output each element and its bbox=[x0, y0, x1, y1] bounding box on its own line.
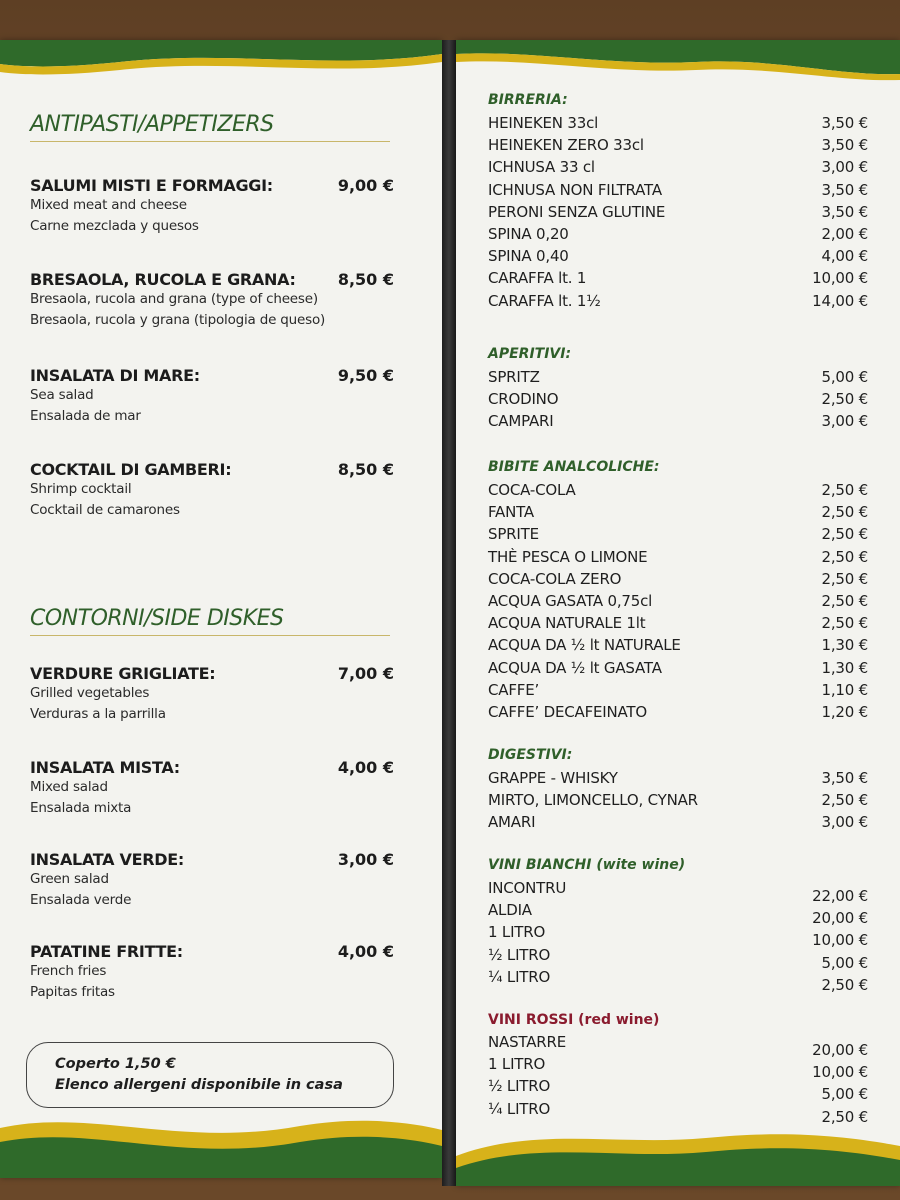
category-digestivi bbox=[488, 747, 572, 763]
antipasti-heading: ANTIPASTI/APPETIZERS bbox=[30, 112, 390, 142]
item-name: BRESAOLA, RUCOLA E GRANA: bbox=[30, 270, 296, 289]
category-birreria bbox=[488, 92, 568, 108]
drink-row bbox=[488, 570, 868, 592]
right-menu-page bbox=[456, 40, 900, 1186]
drink-price: 4,00 € bbox=[821, 247, 868, 266]
contorni-heading: CONTORNI/SIDE DISKES bbox=[30, 606, 390, 636]
drink-price: 14,00 € bbox=[812, 291, 868, 310]
drink-row bbox=[488, 592, 868, 614]
item-desc-es: Cocktail de camarones bbox=[30, 502, 180, 518]
item-name: INSALATA VERDE: bbox=[30, 850, 184, 869]
item-price: 9,00 € bbox=[337, 176, 394, 195]
drink-price: 2,50 € bbox=[821, 569, 868, 588]
top-wave-decoration bbox=[0, 40, 442, 90]
drink-name: SPINA 0,40 bbox=[488, 247, 569, 266]
drink-price: 2,50 € bbox=[821, 547, 868, 566]
menu-item-insalata-verde bbox=[30, 850, 400, 911]
drink-row bbox=[488, 548, 868, 570]
drink-name: FANTA bbox=[488, 503, 534, 522]
category-title: BIBITE ANALCOLICHE: bbox=[488, 459, 660, 475]
drink-price: 2,00 € bbox=[821, 225, 868, 243]
drink-price: 3,50 € bbox=[821, 114, 868, 132]
drink-name: COCA-COLA bbox=[488, 481, 576, 499]
drink-row bbox=[488, 203, 868, 225]
drink-row bbox=[488, 247, 868, 269]
drink-row bbox=[488, 923, 868, 950]
drink-row bbox=[488, 136, 868, 158]
item-desc-en: Mixed meat and cheese bbox=[30, 197, 187, 213]
drink-row bbox=[488, 945, 868, 972]
drink-name: ICHNUSA 33 cl bbox=[488, 158, 595, 177]
drink-price: 3,00 € bbox=[821, 158, 868, 177]
drink-name: ¼ LITRO bbox=[488, 967, 551, 986]
drink-name: ½ LITRO bbox=[488, 945, 551, 964]
drink-price: 2,50 € bbox=[821, 791, 868, 810]
menu-item-bresaola bbox=[30, 270, 400, 331]
drink-row bbox=[488, 1055, 868, 1082]
drink-name: CRODINO bbox=[488, 390, 559, 409]
drink-name: AMARI bbox=[488, 813, 536, 832]
drink-row bbox=[488, 481, 868, 503]
drink-price: 5,00 € bbox=[821, 368, 868, 386]
item-desc-es: Ensalada de mar bbox=[30, 408, 141, 424]
drink-row bbox=[488, 614, 868, 636]
item-desc-en: Bresaola, rucola and grana (type of cheese) bbox=[30, 291, 318, 307]
drink-name: 1 LITRO bbox=[488, 1055, 546, 1074]
drink-row bbox=[488, 1033, 868, 1059]
drink-name: MIRTO, LIMONCELLO, CYNAR bbox=[488, 791, 698, 810]
menu-item-cocktail-gamberi bbox=[30, 460, 400, 521]
drink-row bbox=[488, 1099, 868, 1126]
drink-name: SPINA 0,20 bbox=[488, 225, 569, 243]
bottom-wave-decoration bbox=[0, 1108, 442, 1178]
drink-name: ACQUA DA ½ lt GASATA bbox=[488, 658, 662, 677]
drink-price: 3,50 € bbox=[821, 180, 868, 199]
drink-row bbox=[488, 879, 868, 905]
drink-row bbox=[488, 390, 868, 412]
item-desc-es: Ensalada verde bbox=[30, 892, 132, 908]
item-desc-en: Mixed salad bbox=[30, 779, 108, 795]
drink-name: GRAPPE - WHISKY bbox=[488, 769, 618, 787]
drink-name: PERONI SENZA GLUTINE bbox=[488, 202, 666, 221]
drink-price: 20,00 € bbox=[812, 909, 868, 928]
drink-price: 3,50 € bbox=[821, 769, 868, 787]
drink-row bbox=[488, 901, 868, 928]
item-price: 7,00 € bbox=[337, 664, 394, 683]
bottom-wave-decoration bbox=[456, 1116, 900, 1186]
item-name: SALUMI MISTI E FORMAGGI: bbox=[30, 176, 273, 195]
drink-name: ACQUA GASATA 0,75cl bbox=[488, 592, 653, 610]
drink-name: ACQUA NATURALE 1lt bbox=[488, 614, 646, 633]
menu-item-insalata-mare bbox=[30, 366, 400, 427]
drink-price: 22,00 € bbox=[812, 887, 868, 905]
drink-row bbox=[488, 292, 868, 314]
drink-name: INCONTRU bbox=[488, 879, 567, 897]
drink-name: ALDIA bbox=[488, 901, 532, 920]
drink-row bbox=[488, 225, 868, 247]
item-desc-es: Bresaola, rucola y grana (tipologia de queso) bbox=[30, 312, 326, 328]
item-name: PATATINE FRITTE: bbox=[30, 942, 183, 961]
drink-name: CAFFE’ bbox=[488, 680, 540, 699]
item-desc-es: Papitas fritas bbox=[30, 984, 115, 1000]
item-price: 4,00 € bbox=[337, 758, 394, 777]
drink-name: SPRITE bbox=[488, 525, 539, 544]
drink-row bbox=[488, 1077, 868, 1104]
category-vini-bianchi bbox=[488, 857, 685, 873]
drink-name: HEINEKEN ZERO 33cl bbox=[488, 136, 644, 155]
category-vini-rossi bbox=[488, 1012, 659, 1028]
drink-name: NASTARRE bbox=[488, 1033, 566, 1051]
left-menu-page bbox=[0, 40, 442, 1178]
drink-price: 1,30 € bbox=[821, 636, 868, 655]
drink-price: 1,10 € bbox=[821, 680, 868, 699]
category-note: (wite wine) bbox=[596, 857, 686, 873]
drink-price: 2,50 € bbox=[821, 592, 868, 610]
drink-price: 2,50 € bbox=[821, 503, 868, 522]
menu-spine bbox=[442, 40, 456, 1186]
cover-charge: Coperto 1,50 € bbox=[55, 1056, 176, 1072]
drink-price: 5,00 € bbox=[821, 1085, 868, 1104]
drink-name: CARAFFA lt. 1½ bbox=[488, 291, 601, 310]
category-aperitivi bbox=[488, 346, 571, 362]
drink-row bbox=[488, 368, 868, 390]
drink-name: 1 LITRO bbox=[488, 923, 546, 942]
drink-row bbox=[488, 269, 868, 291]
item-name: INSALATA MISTA: bbox=[30, 758, 180, 777]
item-desc-en: Green salad bbox=[30, 871, 109, 887]
drink-price: 2,50 € bbox=[821, 525, 868, 544]
item-desc-es: Ensalada mixta bbox=[30, 800, 132, 816]
drink-name: CAFFE’ DECAFEINATO bbox=[488, 703, 647, 721]
item-desc-en: French fries bbox=[30, 963, 107, 979]
drink-name: ACQUA DA ½ lt NATURALE bbox=[488, 636, 681, 655]
drink-name: CARAFFA lt. 1 bbox=[488, 269, 587, 288]
drink-row bbox=[488, 525, 868, 547]
item-price: 8,50 € bbox=[337, 270, 394, 289]
item-desc-en: Grilled vegetables bbox=[30, 685, 150, 701]
allergen-note: Elenco allergeni disponibile in casa bbox=[55, 1077, 343, 1093]
top-wave-decoration bbox=[456, 40, 900, 90]
drink-price: 2,50 € bbox=[821, 1107, 868, 1126]
drink-name: CAMPARI bbox=[488, 412, 554, 431]
drink-row bbox=[488, 813, 868, 835]
item-desc-es: Verduras a la parrilla bbox=[30, 706, 166, 722]
drink-row bbox=[488, 158, 868, 180]
drink-name: COCA-COLA ZERO bbox=[488, 569, 622, 588]
item-desc-es: Carne mezclada y quesos bbox=[30, 218, 199, 234]
drink-name: ½ LITRO bbox=[488, 1077, 551, 1096]
drink-row bbox=[488, 114, 868, 136]
category-title: APERITIVI: bbox=[488, 346, 572, 362]
drink-price: 1,20 € bbox=[821, 703, 868, 721]
drink-price: 3,00 € bbox=[821, 412, 868, 431]
drink-name: HEINEKEN 33cl bbox=[488, 114, 599, 132]
drink-row bbox=[488, 681, 868, 703]
item-desc-en: Sea salad bbox=[30, 387, 94, 403]
drink-row bbox=[488, 636, 868, 658]
drink-price: 5,00 € bbox=[821, 953, 868, 972]
drink-price: 3,50 € bbox=[821, 136, 868, 155]
drink-price: 20,00 € bbox=[812, 1041, 868, 1059]
drink-price: 2,50 € bbox=[821, 390, 868, 409]
drink-name: ¼ LITRO bbox=[488, 1099, 551, 1118]
drink-price: 2,50 € bbox=[821, 481, 868, 499]
category-title: DIGESTIVI: bbox=[488, 747, 573, 763]
drink-price: 3,00 € bbox=[821, 813, 868, 832]
drink-row bbox=[488, 703, 868, 725]
drink-row bbox=[488, 181, 868, 203]
drink-name: ICHNUSA NON FILTRATA bbox=[488, 180, 662, 199]
item-desc-en: Shrimp cocktail bbox=[30, 481, 132, 497]
menu-item-patatine bbox=[30, 942, 400, 1003]
drink-row bbox=[488, 769, 868, 791]
drink-name: THÈ PESCA O LIMONE bbox=[488, 547, 648, 566]
item-name: INSALATA DI MARE: bbox=[30, 366, 200, 385]
drink-price: 10,00 € bbox=[812, 1063, 868, 1082]
drink-name: SPRITZ bbox=[488, 368, 540, 386]
item-price: 3,00 € bbox=[337, 850, 394, 869]
item-name: COCKTAIL DI GAMBERI: bbox=[30, 460, 232, 479]
category-note: (red wine) bbox=[578, 1012, 660, 1028]
item-price: 8,50 € bbox=[337, 460, 394, 479]
menu-item-verdure bbox=[30, 664, 400, 725]
item-name: VERDURE GRIGLIATE: bbox=[30, 664, 216, 683]
category-title: BIRRERIA: bbox=[488, 92, 568, 108]
drink-row bbox=[488, 503, 868, 525]
cover-charge-note bbox=[26, 1042, 394, 1108]
drink-price: 1,30 € bbox=[821, 658, 868, 677]
category-title: VINI ROSSI bbox=[488, 1012, 574, 1028]
drink-row bbox=[488, 791, 868, 813]
category-title: VINI BIANCHI bbox=[488, 857, 592, 873]
drink-row bbox=[488, 967, 868, 994]
item-price: 9,50 € bbox=[337, 366, 394, 385]
menu-item-salumi bbox=[30, 176, 400, 237]
item-price: 4,00 € bbox=[337, 942, 394, 961]
drink-row bbox=[488, 412, 868, 434]
drink-row bbox=[488, 659, 868, 681]
drink-price: 10,00 € bbox=[812, 269, 868, 288]
drink-price: 10,00 € bbox=[812, 931, 868, 950]
category-bibite bbox=[488, 459, 660, 475]
drink-price: 3,50 € bbox=[821, 202, 868, 221]
drink-price: 2,50 € bbox=[821, 614, 868, 633]
menu-item-insalata-mista bbox=[30, 758, 400, 819]
drink-price: 2,50 € bbox=[821, 975, 868, 994]
